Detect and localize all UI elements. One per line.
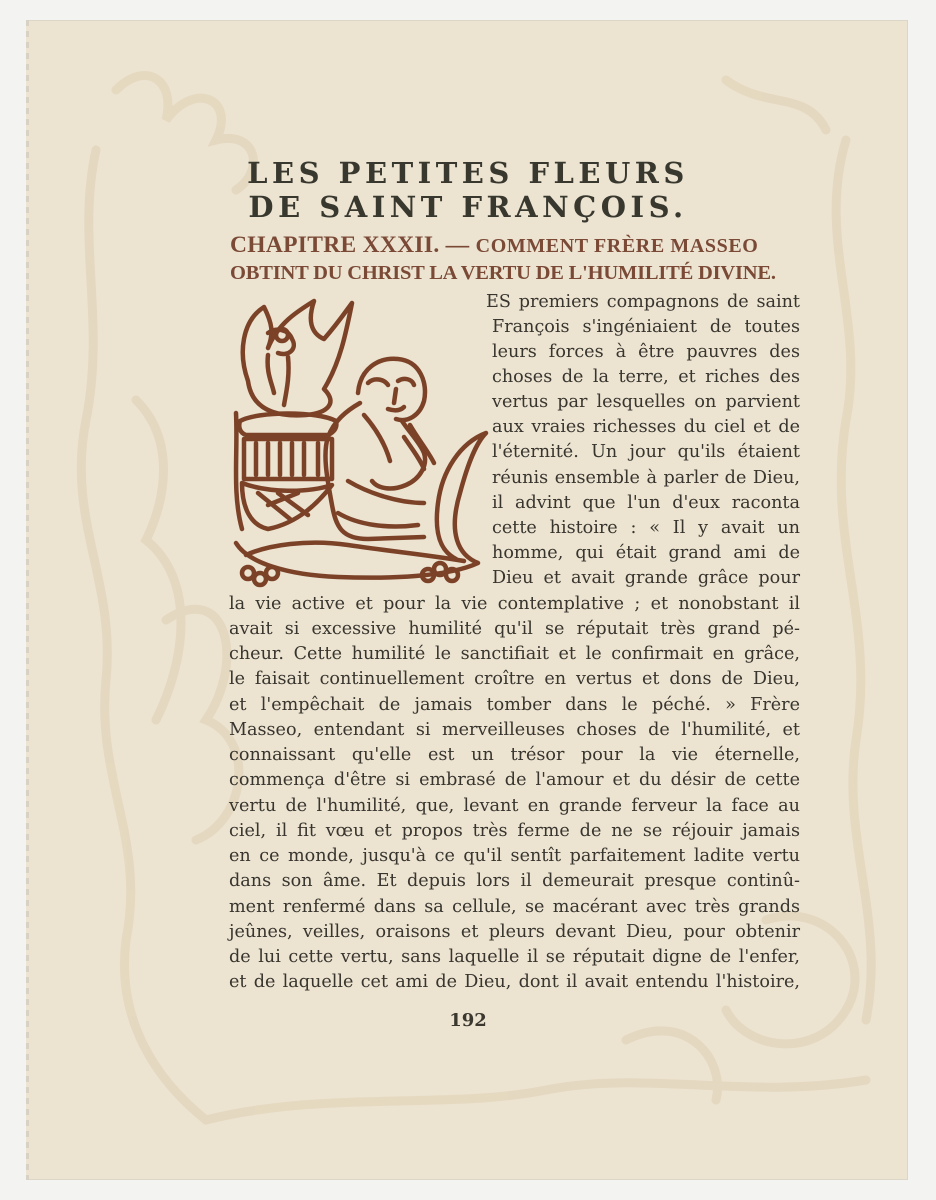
body-line: avait si excessive humilité qu'il se réputait très grand pé- — [229, 619, 800, 639]
body-line: le faisait continuellement croître en vertus et dons de Dieu, — [229, 669, 800, 689]
body-line: ciel, il fit vœu et propos très ferme de ne se réjouir jamais — [229, 821, 800, 841]
body-line: jeûnes, veilles, oraisons et pleurs devant Dieu, pour obtenir — [229, 922, 800, 942]
body-line: il advint que l'un d'eux raconta — [492, 493, 800, 513]
body-line: vertus par lesquelles on parvient — [492, 392, 800, 412]
page-number: 192 — [449, 1010, 487, 1031]
body-line: Dieu et avait grande grâce pour — [492, 568, 800, 588]
body-line: François s'ingéniaient de toutes — [492, 317, 800, 337]
chapter-heading-line-1 — [230, 232, 802, 259]
body-line: Masseo, entendant si merveilleuses choses de l'humilité, et — [229, 720, 800, 740]
book-title-line-1: LES PETITES FLEURS — [247, 156, 689, 190]
chapter-title-part-1: COMMENT FRÈRE MASSEO — [475, 235, 759, 257]
body-line: dans son âme. Et depuis lors il demeurait presque continû- — [229, 871, 800, 891]
body-line: et l'empêchait de jamais tomber dans le péché. » Frère — [229, 695, 800, 715]
body-line: vertu de l'humilité, que, levant en grande ferveur la face au — [229, 796, 800, 816]
body-line: l'éternité. Un jour qu'ils étaient — [492, 442, 800, 462]
body-line: de lui cette vertu, sans laquelle il se réputait digne de l'enfer, — [229, 947, 800, 967]
body-line: leurs forces à être pauvres des — [492, 342, 800, 362]
body-line: aux vraies richesses du ciel et de — [492, 417, 800, 437]
body-line: connaissant qu'elle est un trésor pour la vie éternelle, — [229, 745, 800, 765]
book-title-line-2: DE SAINT FRANÇOIS. — [248, 190, 688, 224]
chapter-number: CHAPITRE XXXII. — — [230, 232, 470, 258]
body-line: en ce monde, jusqu'à ce qu'il sentît parfaitement ladite vertu — [229, 846, 800, 866]
body-line: homme, qui était grand ami de — [492, 543, 800, 563]
body-line: la vie active et pour la vie contemplative ; et nonobstant il — [229, 594, 800, 614]
body-line: cheur. Cette humilité le sanctifiait et le confirmait en grâce, — [229, 644, 800, 664]
body-line: choses de la terre, et riches des — [492, 367, 800, 387]
body-line: ment renfermé dans sa cellule, se macérant avec très grands — [229, 897, 800, 917]
dropcap-illustration-icon — [228, 293, 490, 593]
body-line: commença d'être si embrasé de l'amour et du désir de cette — [229, 770, 800, 790]
chapter-heading-line-2: OBTINT DU CHRIST LA VERTU DE L'HUMILITÉ DIVINE. — [230, 262, 776, 284]
body-line: ES premiers compagnons de saint — [486, 292, 800, 312]
body-line: et de laquelle cet ami de Dieu, dont il avait entendu l'histoire, — [229, 972, 800, 992]
body-line: cette histoire : « Il y avait un — [492, 518, 800, 538]
body-line: réunis ensemble à parler de Dieu, — [492, 468, 800, 488]
